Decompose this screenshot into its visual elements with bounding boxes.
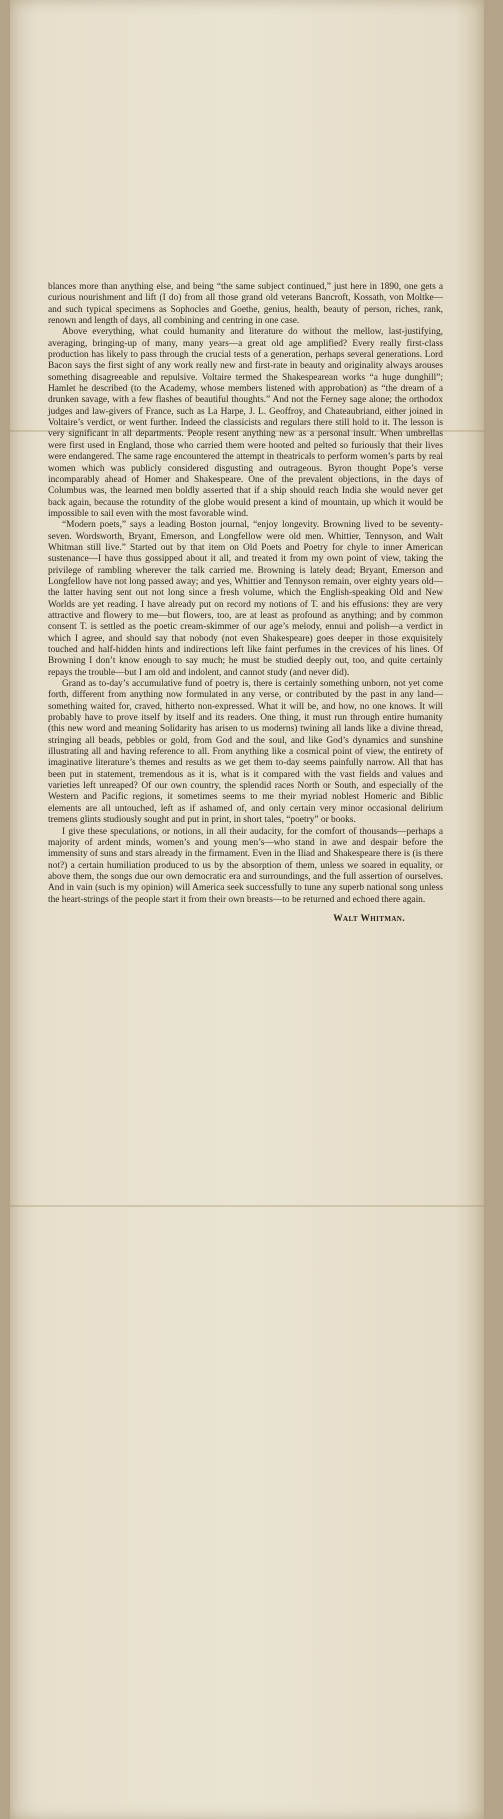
article-paragraph: “Modern poets,” says a leading Boston journal, “enjoy longevity. Browning lived to be seventy-seven. Wordsworth, Bryant, Emerson, and Longfellow were old men. Whittier, Tennyson, and Walt Whitman still live.” Started out by that item on Old Poets and Poetry for chyle to inner American sustenance—I have thus gossipped about it all, and treated it from my own point of view, taking the privilege of rambling wherever the talk carried me. Browning is lately dead; Bryant, Emerson and Longfellow have not long passed away; and yes, Whittier and Tennyson remain, over eighty years old—the latter having sent out not long since a fresh volume, which the English-speaking Old and New Worlds are yet reading. I have already put on record my notions of T. and his effusions: they are very attractive and flowery to me—but flowers, too, are at least as profound as anything; and by common consent T. is settled as the poetic cream-skimmer of our age’s melody, ennui and polish—a verdict in which I agree, and should say that nobody (not even Shakespeare) goes deeper in those exquisitely touched and half-hidden hints and indirections left like faint perfumes in the crevices of his lines. Of Browning I don’t know enough to say much; he must be studied deeply out, too, and quite certainly repays the trouble—but I am old and indolent, and cannot study (and never did). xyxy=(48,520,443,678)
paper-sheet xyxy=(10,0,484,1819)
author-signature: Walt Whitman. xyxy=(333,913,405,924)
article-paragraph: Above everything, what could humanity and literature do without the mellow, last-justifying, averaging, bringing-up of many, many years—a great old age amplified? Every really first-class production has likely to pass through the crucial tests of a generation, perhaps several generations. Lord Bacon says the first sight of any work really new and first-rate in beauty and originality always arouses something disagreeable and repulsive. Voltaire termed the Shakespearean works “a huge dunghill”; Hamlet he described (to the Academy, whose members listened with approbation) as “the dream of a drunken savage, with a few flashes of beautiful thoughts.” And not the Ferney sage alone; the orthodox judges and law-givers of France, such as La Harpe, J. L. Geoffroy, and Chateaubriand, either joined in Voltaire’s verdict, or went further. Indeed the classicists and regulars there still hold to it. The lesson is very significant in all departments. People resent anything new as a personal insult. When umbrellas were first used in England, those who carried them were hooted and pelted so furiously that their lives were endangered. The same rage encountered the attempt in theatricals to perform women’s parts by real women which was publicly considered disgusting and outrageous. Byron thought Pope’s verse incomparably ahead of Homer and Shakespeare. One of the prevalent objections, in the days of Columbus was, the learned men boldly asserted that if a ship should reach India she would never get back again, because the rotundity of the globe would present a kind of mountain, up which it would be impossible to sail even with the most favorable wind. xyxy=(48,327,443,519)
article-paragraph: blances more than anything else, and being “the same subject continued,” just here in 1890, one gets a curious nourishment and lift (I do) from all those grand old veterans Bancroft, Kossath, von Moltke—and such typical specimens as Sophocles and Goethe, genius, health, beauty of person, riches, rank, renown and length of days, all combining and centring in one case. xyxy=(48,282,443,327)
article-paragraph: I give these speculations, or notions, in all their audacity, for the comfort of thousands—perhaps a majority of ardent minds, women’s and young men’s—who stand in awe and despair before the immensity of suns and stars already in the firmament. Even in the Iliad and Shakespeare there is (is there not?) a certain humiliation produced to us by the absorption of them, unless we soared in equality, or above them, the songs due our own democratic era and surroundings, and the full assertion of ourselves. And in vain (such is my opinion) will America seek successfully to tune any superb national song unless the heart-strings of the people start it from their own breasts—to be returned and echoed there again. xyxy=(48,826,443,905)
article-paragraph: Grand as to-day’s accumulative fund of poetry is, there is certainly something unborn, not yet come forth, different from anything now formulated in any verse, or contributed by the past in any land—something waited for, craved, hitherto non-expressed. What it will be, and how, no one knows. It will probably have to prove itself by itself and its readers. One thing, it must run through entire humanity (this new word and meaning Solidarity has arisen to us moderns) twining all lands like a divine thread, stringing all beads, pebbles or gold, from God and the soul, and like God’s dynamics and sunshine illustrating all and having reference to all. From anything like a cosmical point of view, the entirety of imaginative literature’s themes and results as we get them to-day seems painfully narrow. All that has been put in statement, tremendous as it is, what is it compared with the vast fields and values and varieties left unreaped? Of our own country, the splendid races North or South, and especially of the Western and Pacific regions, it sometimes seems to me their myriad noblest Homeric and Biblic elements are all untouched, left as if ashamed of, and only certain very minor occasional delirium tremens glints studiously sought and put in print, in short tales, “poetry” or books. xyxy=(48,679,443,826)
article-column xyxy=(48,282,443,925)
paper-fold xyxy=(10,1205,484,1207)
